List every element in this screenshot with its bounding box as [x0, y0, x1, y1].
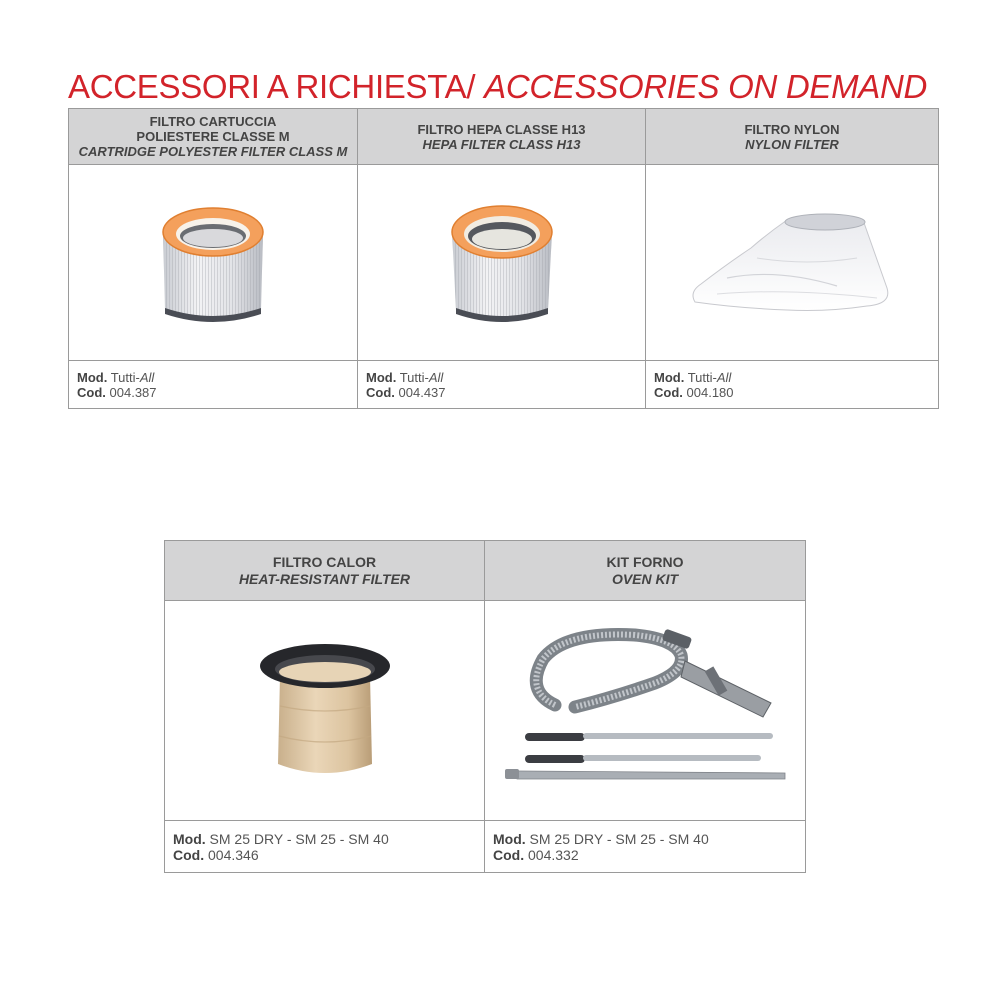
mod-value: Tutti- — [687, 369, 717, 385]
cod-label: Cod. — [77, 384, 106, 400]
product-name-english: CARTRIDGE POLYESTER FILTER CLASS M — [78, 144, 348, 159]
nylon-filter-bag-icon — [687, 208, 897, 318]
product-name-english: OVEN KIT — [611, 570, 679, 587]
product-name-english: HEPA FILTER CLASS H13 — [422, 136, 581, 152]
page-title-english: ACCESSORIES ON DEMAND — [484, 68, 928, 105]
product-info — [485, 821, 806, 873]
product-image-cell — [165, 601, 485, 821]
mod-value-english: All — [716, 369, 732, 385]
accessories-table-2 — [164, 540, 806, 873]
product-name-italian: FILTRO NYLON — [744, 121, 840, 137]
cod-label: Cod. — [366, 384, 395, 400]
mod-label: Mod. — [366, 369, 397, 385]
mod-value-english: All — [428, 369, 444, 385]
cod-value: 004.180 — [686, 384, 734, 400]
cod-value: 004.387 — [109, 384, 157, 400]
product-name-italian-2: POLIESTERE CLASSE M — [136, 129, 290, 144]
page-title — [68, 68, 927, 106]
product-header-hepa — [358, 109, 646, 165]
cod-label: Cod. — [493, 846, 525, 863]
cod-value: 004.437 — [398, 384, 446, 400]
mod-label: Mod. — [173, 830, 206, 847]
mod-value: SM 25 DRY - SM 25 - SM 40 — [529, 830, 709, 847]
product-image-cell — [69, 165, 358, 361]
cartridge-filter-icon — [153, 198, 273, 328]
mod-value: Tutti- — [399, 369, 429, 385]
product-header-nylon — [646, 109, 939, 165]
cod-label: Cod. — [654, 384, 683, 400]
mod-label: Mod. — [654, 369, 685, 385]
product-name-italian: FILTRO HEPA CLASSE H13 — [417, 121, 586, 137]
cod-value: 004.346 — [208, 846, 259, 863]
product-name-english: NYLON FILTER — [745, 136, 839, 152]
product-name-english: HEAT-RESISTANT FILTER — [238, 570, 411, 587]
mod-value: SM 25 DRY - SM 25 - SM 40 — [209, 830, 389, 847]
cod-label: Cod. — [173, 846, 205, 863]
product-header-cartridge — [69, 109, 358, 165]
product-info — [69, 361, 358, 409]
mod-value-english: All — [139, 369, 155, 385]
product-image-cell — [358, 165, 646, 361]
product-info — [358, 361, 646, 409]
mod-label: Mod. — [77, 369, 108, 385]
product-image-cell — [485, 601, 806, 821]
product-info — [165, 821, 485, 873]
product-info — [646, 361, 939, 409]
heat-resistant-filter-icon — [250, 636, 400, 786]
product-header-heat-resistant — [165, 541, 485, 601]
product-name-italian: FILTRO CARTUCCIA — [149, 114, 277, 129]
product-name-italian: KIT FORNO — [606, 553, 684, 570]
product-header-oven-kit — [485, 541, 806, 601]
product-name-italian: FILTRO CALOR — [272, 553, 377, 570]
mod-value: Tutti- — [110, 369, 140, 385]
page-title-italian: ACCESSORI A RICHIESTA/ — [68, 68, 476, 105]
hepa-filter-icon — [442, 198, 562, 328]
product-image-cell — [646, 165, 939, 361]
mod-label: Mod. — [493, 830, 526, 847]
oven-kit-icon — [495, 621, 795, 801]
cod-value: 004.332 — [528, 846, 579, 863]
accessories-table-1 — [68, 108, 939, 409]
